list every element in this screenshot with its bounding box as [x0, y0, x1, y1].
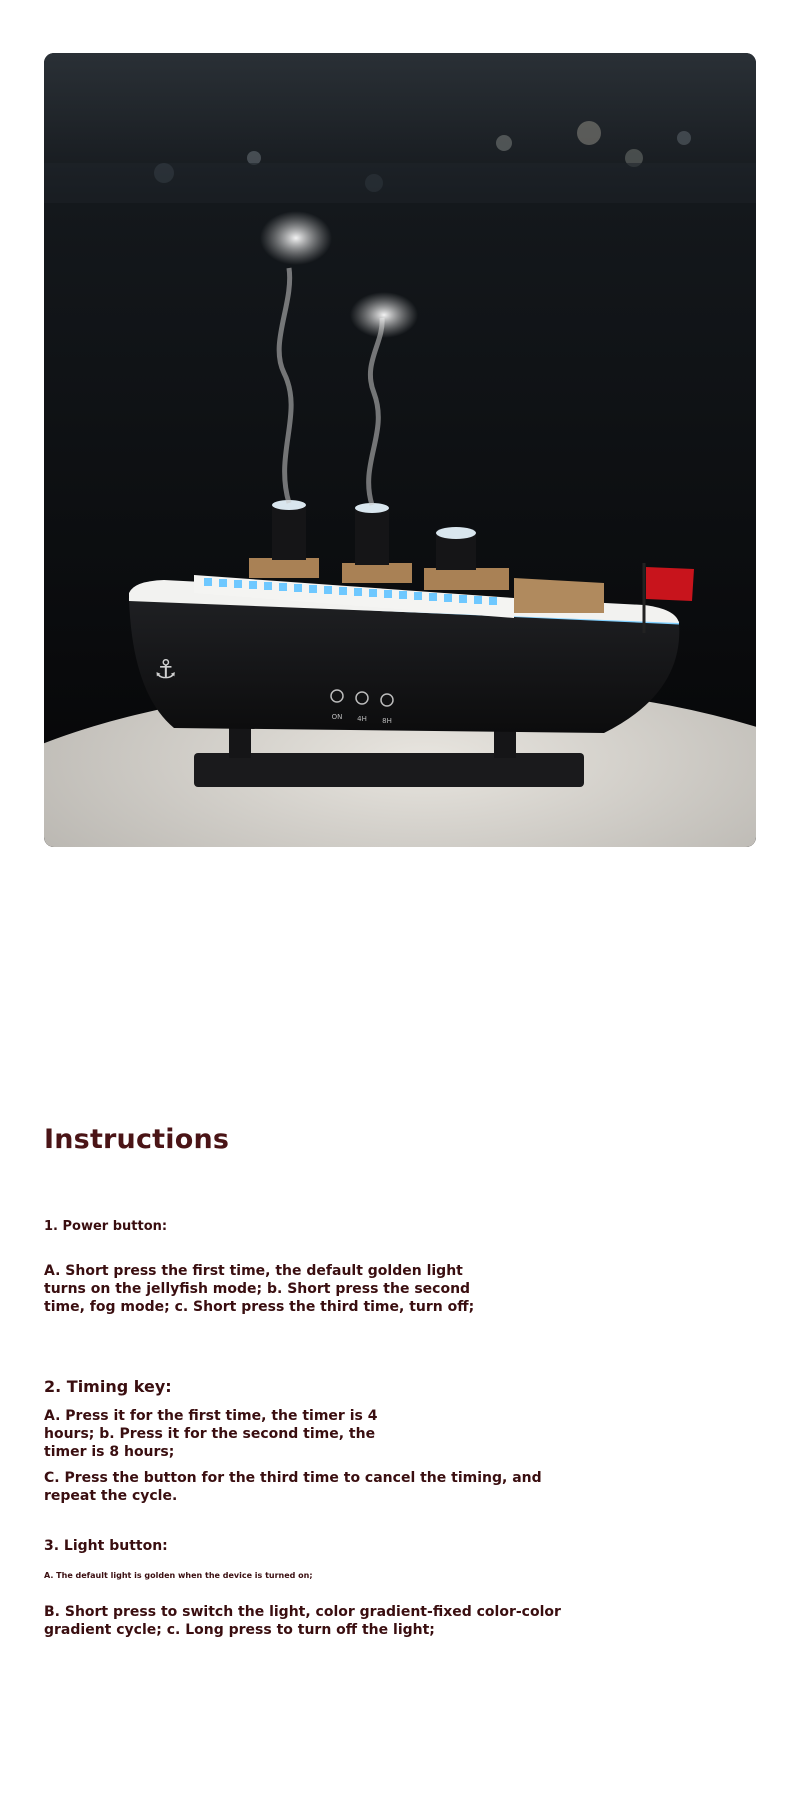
8h-label: 8H: [382, 717, 392, 725]
timing-line-4: C. Press the button for the third time to cancel the timing, and: [44, 1470, 542, 1486]
red-flag: [646, 567, 694, 601]
on-label: ON: [331, 713, 343, 721]
timing-key-title: 2. Timing key:: [44, 1377, 172, 1396]
anchor-icon: ⚓: [154, 655, 178, 685]
4h-label: 4H: [357, 715, 367, 723]
ship-humidifier-illustration: [44, 53, 756, 847]
timing-line-1: A. Press it for the first time, the timer is 4: [44, 1408, 378, 1424]
power-line-3: time, fog mode; c. Short press the third time, turn off;: [44, 1299, 475, 1315]
ship-stand: [194, 753, 584, 787]
light-line-1: B. Short press to switch the light, color gradient-fixed color-color: [44, 1604, 561, 1620]
power-line-2: turns on the jellyfish mode; b. Short press the second: [44, 1281, 471, 1297]
timing-line-2: hours; b. Press it for the second time, the: [44, 1426, 376, 1442]
power-button-title: 1. Power button:: [44, 1219, 168, 1234]
light-note: A. The default light is golden when the device is turned on;: [44, 1571, 313, 1580]
product-photo: [44, 53, 756, 847]
timing-line-5: repeat the cycle.: [44, 1488, 178, 1504]
power-line-1: A. Short press the first time, the default golden light: [44, 1263, 463, 1279]
timing-line-3: timer is 8 hours;: [44, 1444, 175, 1460]
instructions-heading: Instructions: [44, 1124, 230, 1155]
light-line-2: gradient cycle; c. Long press to turn off the light;: [44, 1622, 435, 1638]
light-button-title: 3. Light button:: [44, 1538, 168, 1554]
